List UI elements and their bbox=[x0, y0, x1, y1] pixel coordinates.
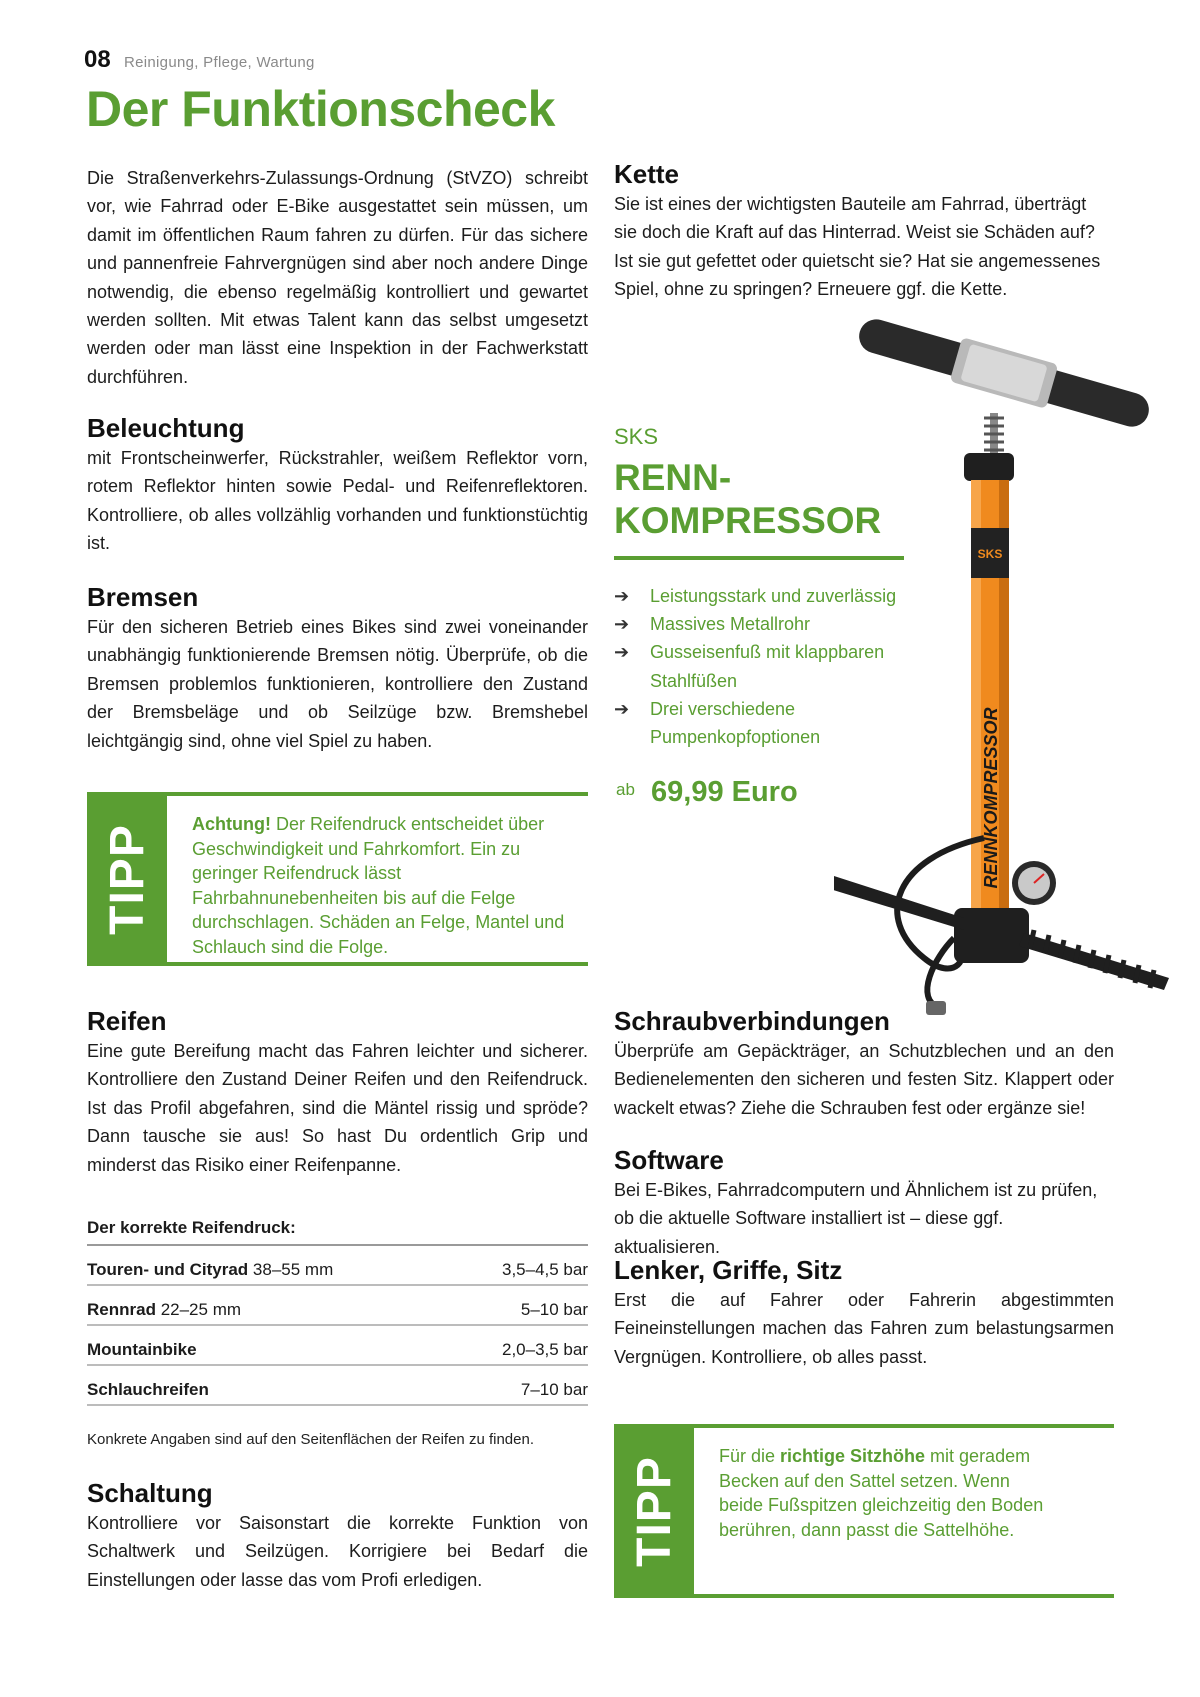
product-name: RENN- KOMPRESSOR bbox=[614, 457, 882, 541]
schaltung-text: Kontrolliere vor Saisonstart die korrekte Funktion von Schaltwerk und Seilzügen. Korrigiere bei Bedarf die Einstellungen oder lasse das vom Profi erledigen. bbox=[87, 1513, 588, 1590]
tip-text: Für die richtige Sitzhöhe mit geradem Becken auf den Sattel setzen. Wenn beide Fußspitzen gleichzeitig den Boden berühren, dann passt die Sattelhöhe. bbox=[719, 1446, 1044, 1540]
software-heading: Software bbox=[614, 1145, 724, 1175]
table-note: Konkrete Angaben sind auf den Seitenflächen der Reifen zu finden. bbox=[87, 1431, 534, 1448]
schraub-section bbox=[614, 1005, 1114, 1122]
product-divider bbox=[614, 556, 904, 560]
product-brand: SKS bbox=[614, 424, 659, 449]
schraub-text: Überprüfe am Gepäckträger, an Schutzblechen und an den Bedienelementen den sicheren und festen Sitz. Klappert oder wackelt etwas? Ziehe die Schrauben fest oder ergänze sie! bbox=[614, 1041, 1114, 1118]
reifen-heading: Reifen bbox=[87, 1006, 167, 1036]
beleuchtung-section bbox=[87, 412, 588, 558]
table-row bbox=[87, 1326, 588, 1366]
row-label: Schlauchreifen bbox=[87, 1380, 209, 1399]
pump-label: RENNKOMPRESSOR bbox=[981, 707, 1001, 889]
row-label: Touren- und Cityrad 38–55 mm bbox=[87, 1260, 334, 1279]
intro-text: Die Straßenverkehrs-Zulassungs-Ordnung (StVZO) schreibt vor, wie Fahrrad oder E-Bike ausgestattet sein müssen, um damit im öffentlichen Raum fahren zu dürfen. Für das sichere und pannenfreie Fahrvergnügen sind aber noch andere Dinge notwendig, die ebenso regelmäßig kontrolliert und gewartet werden sollten. Mit etwas Talent kann das selbst umgesetzt werden oder man lässt eine Inspektion in der Fachwerkstatt durchführen. bbox=[87, 168, 588, 387]
tip-box-sitzhoehe bbox=[614, 1424, 1114, 1598]
arrow-right-icon: ➔ bbox=[614, 698, 630, 719]
section-title: Reinigung, Pflege, Wartung bbox=[124, 54, 315, 71]
product-price: 69,99 Euro bbox=[651, 776, 798, 808]
row-value: 2,0–3,5 bar bbox=[501, 1340, 588, 1359]
list-item: ➔ Drei verschiedene Pumpenkopfoptionen bbox=[614, 695, 914, 751]
tip-bold: Achtung! bbox=[192, 814, 271, 834]
tip-label: TIPP bbox=[627, 1455, 681, 1567]
table-row bbox=[87, 1246, 588, 1286]
bremsen-heading: Bremsen bbox=[87, 582, 199, 612]
schraub-heading: Schraubverbindungen bbox=[614, 1006, 890, 1036]
arrow-right-icon: ➔ bbox=[614, 586, 630, 606]
tip-label: TIPP bbox=[100, 823, 154, 935]
product-features bbox=[614, 582, 914, 751]
intro-block bbox=[87, 164, 588, 391]
beleuchtung-heading: Beleuchtung bbox=[87, 413, 245, 443]
arrow-right-icon: ➔ bbox=[614, 642, 630, 663]
list-item: ➔ Massives Metallrohr bbox=[614, 610, 914, 638]
software-text: Bei E-Bikes, Fahrradcomputern und Ähnlichem ist zu prüfen, ob die aktuelle Software installiert ist – diese ggf. aktualisieren. bbox=[614, 1180, 1098, 1257]
row-label: Mountainbike bbox=[87, 1340, 197, 1359]
page-number: 08 bbox=[84, 46, 111, 73]
software-section bbox=[614, 1144, 1114, 1261]
tip-bold: richtige Sitzhöhe bbox=[780, 1446, 926, 1466]
pump-logo: SKS bbox=[977, 547, 1003, 561]
bremsen-section bbox=[87, 581, 588, 755]
pressure-table bbox=[87, 1218, 588, 1406]
schaltung-section bbox=[87, 1477, 588, 1594]
tip-body: mit geradem Becken auf den Sattel setzen. Wenn beide Fußspitzen gleichzeitig den Boden berühren, dann passt die Sattelhöhe. bbox=[719, 1446, 1044, 1540]
bremsen-text: Für den sicheren Betrieb eines Bikes sind zwei voneinander unabhängig funktionierende Bremsen nötig. Überprüfe, ob die Bremsen problemlos funktionieren, kontrolliere den Zustand der Bremsbeläge und ob Seilzüge bzw. Bremshebel leichtgängig sind, ohne viel Spiel zu haben. bbox=[87, 617, 588, 751]
row-value: 7–10 bar bbox=[520, 1380, 588, 1399]
tip-label-box bbox=[87, 796, 167, 962]
beleuchtung-text: mit Frontscheinwerfer, Rückstrahler, weißem Reflektor vorn, rotem Reflektor hinten sowie Pedal- und Reifenreflektoren. Kontrolliere, ob alles vollzählig vorhanden und funktionstüchtig ist. bbox=[87, 448, 588, 554]
row-value: 3,5–4,5 bar bbox=[501, 1260, 588, 1279]
arrow-right-icon: ➔ bbox=[614, 614, 630, 635]
row-label: Rennrad 22–25 mm bbox=[87, 1300, 242, 1319]
tip-text bbox=[192, 812, 572, 959]
table-title: Der korrekte Reifendruck: bbox=[87, 1218, 588, 1246]
lenker-heading: Lenker, Griffe, Sitz bbox=[614, 1255, 843, 1285]
lenker-section bbox=[614, 1254, 1114, 1371]
reifen-section bbox=[87, 1005, 588, 1179]
price-prefix: ab bbox=[616, 780, 635, 799]
tip-box-reifendruck bbox=[87, 792, 588, 966]
table-row bbox=[87, 1366, 588, 1406]
kette-text: Sie ist eines der wichtigsten Bauteile am Fahrrad, überträgt sie doch die Kraft auf das Hinterrad. Weist sie Schäden auf? Ist sie gut gefettet oder quietscht sie? Hat sie angemessenes Spiel, ohne zu springen? Erneuere ggf. die Kette. bbox=[614, 194, 1101, 300]
list-item: ➔ Gusseisenfuß mit klappbaren Stahlfüßen bbox=[614, 638, 914, 694]
row-value: 5–10 bar bbox=[520, 1300, 588, 1319]
schaltung-heading: Schaltung bbox=[87, 1478, 213, 1508]
table-row bbox=[87, 1286, 588, 1326]
reifen-text: Eine gute Bereifung macht das Fahren leichter und sicherer. Kontrolliere den Zustand Deiner Reifen und den Reifendruck. Ist das Profil abgefahren, sind die Mäntel rissig und spröde? Dann tausche sie aus! So hast Du ordentlich Grip und minderst das Risiko einer Reifenpanne. bbox=[87, 1041, 588, 1175]
list-item: ➔ Leistungsstark und zuverlässig bbox=[614, 582, 914, 610]
tip-label-box bbox=[614, 1428, 694, 1594]
lenker-text: Erst die auf Fahrer oder Fahrerin abgestimmten Feineinstellungen machen das Fahren zum belastungsarmen Vergnügen. Kontrolliere, ob alles passt. bbox=[614, 1290, 1114, 1367]
kette-section bbox=[614, 158, 1114, 304]
page-title: Der Funktionscheck bbox=[86, 81, 555, 137]
tip-body: Der Reifendruck entscheidet über Geschwindigkeit und Fahrkomfort. Ein zu geringer Reifendruck lässt Fahrbahnunebenheiten bis auf die Felge durchschlagen. Schäden an Felge, Mantel und Schlauch sind die Folge. bbox=[192, 814, 565, 957]
kette-heading: Kette bbox=[614, 159, 680, 189]
